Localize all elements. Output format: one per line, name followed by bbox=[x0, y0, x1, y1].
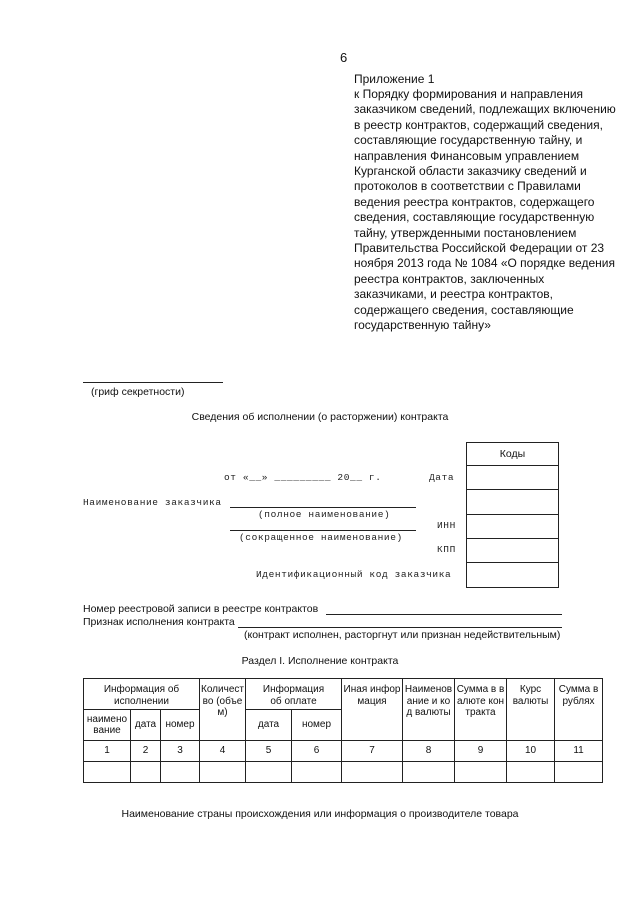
origin-country-label: Наименование страны происхождения или информация о производителе товара bbox=[121, 808, 519, 820]
header-sum-currency: Сумма в валюте контракта bbox=[455, 679, 507, 741]
table-cell[interactable] bbox=[84, 762, 131, 783]
col-number: 4 bbox=[200, 741, 246, 762]
header-execution-info: Информация об исполнении bbox=[84, 679, 200, 710]
section-title: Раздел I. Исполнение контракта bbox=[241, 655, 399, 667]
execution-sign-label: Признак исполнения контракта bbox=[83, 616, 235, 628]
header-other-info: Иная информация bbox=[342, 679, 403, 741]
header-currency-name: Наименование и код валюты bbox=[403, 679, 455, 741]
header-payment-info: Информация об оплате bbox=[246, 679, 342, 710]
table-cell[interactable] bbox=[131, 762, 161, 783]
table-cell[interactable] bbox=[342, 762, 403, 783]
col-number: 2 bbox=[131, 741, 161, 762]
table-cell[interactable] bbox=[507, 762, 555, 783]
customer-id-label: Идентификационный код заказчика bbox=[256, 569, 452, 580]
col-number: 6 bbox=[292, 741, 342, 762]
col-number: 8 bbox=[403, 741, 455, 762]
codes-date-label: Дата bbox=[429, 472, 455, 483]
col-number: 10 bbox=[507, 741, 555, 762]
secrecy-label: (гриф секретности) bbox=[91, 386, 185, 398]
col-number: 5 bbox=[246, 741, 292, 762]
document-title: Сведения об исполнении (о расторжении) контракта bbox=[191, 411, 449, 423]
code-cell-date[interactable] bbox=[466, 464, 559, 490]
header-exchange-rate: Курс валюты bbox=[507, 679, 555, 741]
customer-short-name-field[interactable] bbox=[230, 530, 416, 531]
table-cell[interactable] bbox=[161, 762, 200, 783]
date-line: от «__» _________ 20__ г. bbox=[224, 472, 382, 483]
col-number: 11 bbox=[555, 741, 603, 762]
col-number: 1 bbox=[84, 741, 131, 762]
execution-sign-hint: (контракт исполнен, расторгнут или признан недействительным) bbox=[244, 629, 561, 641]
appendix-title: Приложение 1 bbox=[354, 72, 435, 86]
customer-name-label: Наименование заказчика bbox=[83, 497, 222, 508]
table-cell[interactable] bbox=[200, 762, 246, 783]
appendix-text: к Порядку формирования и направления заказчиком сведений, подлежащих включению в реестр контрактов, содержащий сведения, составляющие государственную тайну, и направления Финансовым управлением Курганской области заказчику сведений и протоколов в соответствии с Правилами ведения реестра контрактов, содержащего сведения, составляющие государственную тайну, утвержденными постановлением Правительства Российской Федерации от 23 ноября 2013 года № 1084 «О порядке ведения реестра контрактов, заключенных заказчиками, и реестра контрактов, содержащего сведения, составляющие государственную тайну» bbox=[354, 87, 616, 333]
registry-number-field[interactable] bbox=[326, 614, 562, 615]
page-number: 6 bbox=[340, 50, 348, 65]
short-name-hint: (сокращенное наименование) bbox=[239, 532, 403, 543]
codes-header: Коды bbox=[466, 442, 559, 466]
col-number: 3 bbox=[161, 741, 200, 762]
secrecy-line bbox=[83, 382, 223, 383]
codes-kpp-label: КПП bbox=[437, 544, 456, 555]
table-cell[interactable] bbox=[403, 762, 455, 783]
full-name-hint: (полное наименование) bbox=[258, 509, 391, 520]
header-quantity: Количество (объем) bbox=[200, 679, 246, 741]
col-number: 9 bbox=[455, 741, 507, 762]
customer-full-name-field[interactable] bbox=[230, 507, 416, 508]
subheader-number: номер bbox=[161, 710, 200, 741]
header-sum-rub: Сумма в рублях bbox=[555, 679, 603, 741]
table-cell[interactable] bbox=[246, 762, 292, 783]
subheader-name: наименование bbox=[84, 710, 131, 741]
subheader-payment-date: дата bbox=[246, 710, 292, 741]
table-cell[interactable] bbox=[455, 762, 507, 783]
code-cell-kpp[interactable] bbox=[466, 538, 559, 563]
code-cell-customer-id[interactable] bbox=[466, 562, 559, 588]
execution-table bbox=[83, 678, 603, 783]
execution-sign-field[interactable] bbox=[238, 627, 562, 628]
subheader-date: дата bbox=[131, 710, 161, 741]
code-cell-gap bbox=[466, 489, 559, 515]
table-cell[interactable] bbox=[555, 762, 603, 783]
table-cell[interactable] bbox=[292, 762, 342, 783]
codes-inn-label: ИНН bbox=[437, 520, 456, 531]
registry-number-label: Номер реестровой записи в реестре контрактов bbox=[83, 603, 319, 615]
col-number: 7 bbox=[342, 741, 403, 762]
subheader-payment-number: номер bbox=[292, 710, 342, 741]
code-cell-inn[interactable] bbox=[466, 514, 559, 539]
